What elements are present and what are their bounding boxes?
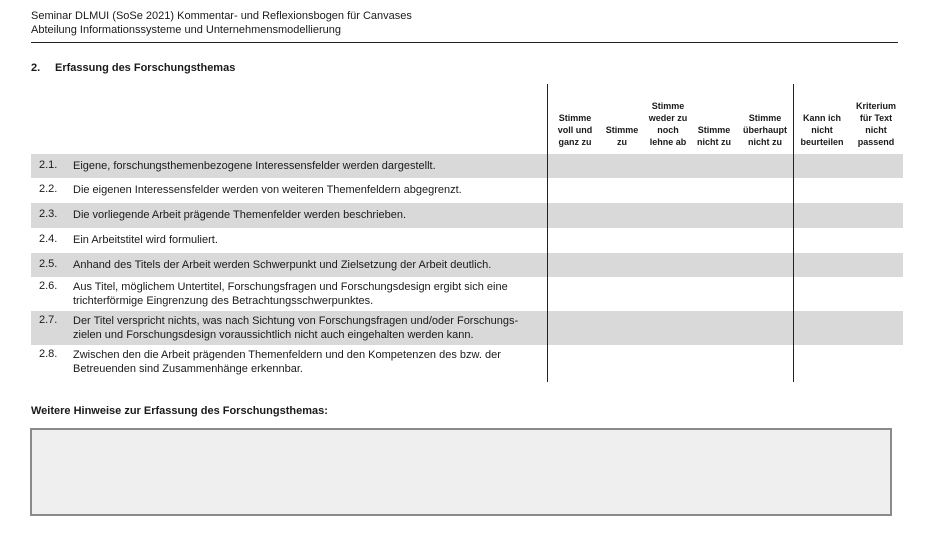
criterion-row <box>31 203 903 228</box>
criterion-text: Anhand des Titels der Arbeit werden Schwerpunkt und Zielsetzung der Arbeit deutlich. <box>73 259 492 271</box>
criterion-text: Der Titel verspricht nichts, was nach Sichtung von Forschungsfragen und/oder Forschungs-zielen und Forschungsdesign voraussichtlich nicht auch eingehalten werden kann. <box>73 315 519 341</box>
criterion-number: 2.7. <box>39 314 58 326</box>
criterion-row <box>31 154 903 178</box>
criterion-number: 2.5. <box>39 258 58 270</box>
criterion-row <box>31 253 903 277</box>
criterion-row <box>31 345 903 381</box>
criterion-number: 2.2. <box>39 183 58 195</box>
column-header: Stimme überhaupt nicht zu <box>743 113 787 147</box>
header-line-2: Abteilung Informationssysteme und Unternehmensmodellierung <box>31 24 342 36</box>
header-line-1: Seminar DLMUI (SoSe 2021) Kommentar- und Reflexionsbogen für Canvases <box>31 10 412 22</box>
criterion-number: 2.1. <box>39 159 58 171</box>
criterion-row <box>31 311 903 345</box>
column-header: Stimme weder zu noch lehne ab <box>648 101 688 147</box>
criterion-row <box>31 277 903 311</box>
column-header: Kriterium für Text nicht passend <box>855 101 896 147</box>
criterion-number: 2.4. <box>39 233 58 245</box>
hints-input-box[interactable] <box>30 428 892 516</box>
criterion-number: 2.6. <box>39 280 58 292</box>
criterion-text: Die eigenen Interessensfelder werden von weiteren Themenfeldern abgegrenzt. <box>73 184 462 196</box>
section-number: 2. <box>31 62 41 74</box>
criterion-number: 2.3. <box>39 208 58 220</box>
document-header <box>31 9 412 37</box>
criterion-text: Aus Titel, möglichem Untertitel, Forschungsfragen und Forschungsdesign ergibt sich eine trichterförmige Eingrenzung des Betrachtungsschwerpunktes. <box>73 281 508 307</box>
criterion-number: 2.8. <box>39 348 58 360</box>
criterion-text: Ein Arbeitstitel wird formuliert. <box>73 234 218 246</box>
criterion-text: Eigene, forschungsthemenbezogene Interessensfelder werden dargestellt. <box>73 160 436 172</box>
column-header: Stimme nicht zu <box>697 125 731 147</box>
criterion-text: Die vorliegende Arbeit prägende Themenfelder werden beschrieben. <box>73 209 407 221</box>
hints-heading: Weitere Hinweise zur Erfassung des Forschungsthemas: <box>31 405 328 417</box>
header-divider <box>31 42 898 43</box>
table-divider-rating <box>547 84 548 382</box>
table-divider-other <box>793 84 794 382</box>
column-header: Kann ich nicht beurteilen <box>800 113 844 147</box>
column-header: Stimme zu <box>605 125 639 147</box>
criterion-text: Zwischen den die Arbeit prägenden Themenfeldern und den Kompetenzen des bzw. der Betreuenden sind Zusammenhänge erkennbar. <box>73 349 501 375</box>
section-title: Erfassung des Forschungsthemas <box>55 62 236 74</box>
criterion-row <box>31 228 903 253</box>
section-heading <box>31 62 235 74</box>
criterion-row <box>31 178 903 203</box>
column-header: Stimme voll und ganz zu <box>557 113 593 147</box>
